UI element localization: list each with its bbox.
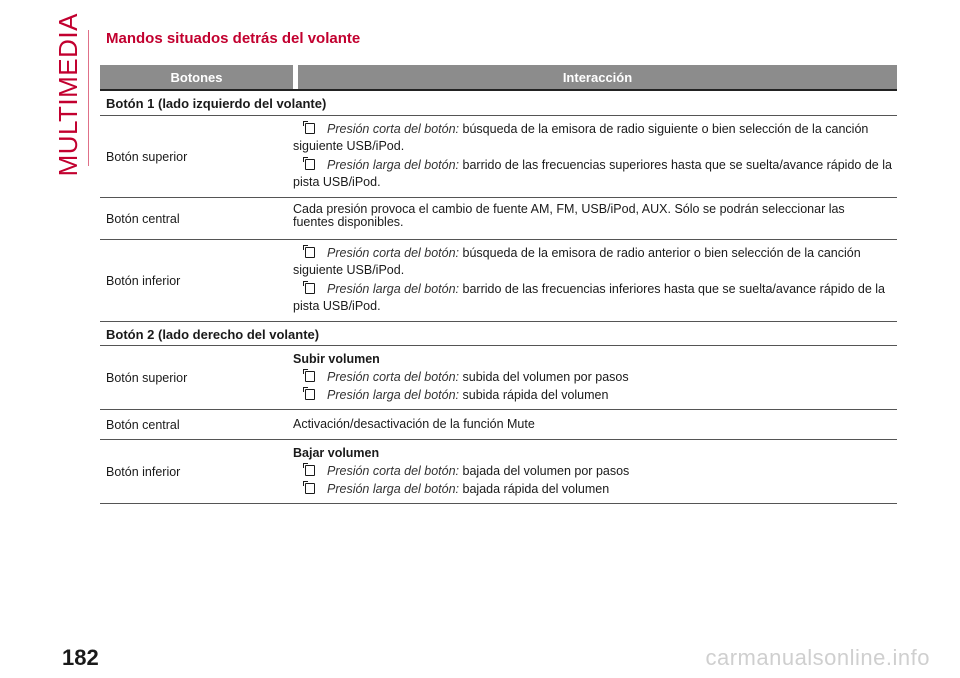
bullet-label: Presión larga del botón: [327, 282, 460, 296]
bullet-text: búsqueda de la emisora de radio anterior o bien selección de la canción [462, 246, 861, 260]
row-content [293, 440, 897, 503]
group-heading: Botón 1 (lado izquierdo del volante) [100, 89, 897, 115]
header-interaccion: Interacción [298, 65, 897, 89]
bullet-text: subida del volumen por pasos [462, 370, 629, 384]
bullet-text-cont: pista USB/iPod. [293, 299, 381, 313]
checkbox-bullet-icon [305, 465, 315, 476]
row-label: Botón superior [106, 370, 188, 385]
header-botones: Botones [100, 65, 293, 89]
checkbox-bullet-icon [305, 371, 315, 382]
section-tab [50, 13, 86, 177]
page-number: 182 [62, 645, 99, 670]
table-row [100, 115, 897, 197]
row-heading: Subir volumen [293, 352, 380, 366]
row-content: Cada presión provoca el cambio de fuente AM, FM, USB/iPod, AUX. Sólo se podrán seleccionar las fuentes disponibles. [293, 202, 845, 229]
row-content: Activación/desactivación de la función Mute [293, 417, 535, 431]
watermark: carmanualsonline.info [705, 645, 930, 670]
checkbox-bullet-icon [305, 247, 315, 258]
bullet-text: subida rápida del volumen [462, 388, 609, 402]
bullet-label: Presión corta del botón: [327, 370, 460, 384]
row-label: Botón inferior [106, 273, 181, 288]
bullet-label: Presión larga del botón: [327, 482, 460, 496]
table-end-rule [100, 503, 897, 504]
bullet-label: Presión larga del botón: [327, 388, 460, 402]
bullet-text: barrido de las frecuencias inferiores hasta que se suelta/avance rápido de la [462, 282, 885, 296]
group-heading: Botón 2 (lado derecho del volante) [100, 321, 897, 346]
bullet-label: Presión corta del botón: [327, 464, 460, 478]
section-tab-label: MULTIMEDIA [52, 13, 83, 177]
bullet-text-cont: pista USB/iPod. [293, 175, 381, 189]
checkbox-bullet-icon [305, 283, 315, 294]
row-label: Botón central [106, 211, 180, 226]
row-content [293, 116, 897, 197]
bullet-label: Presión larga del botón: [327, 158, 460, 172]
checkbox-bullet-icon [305, 483, 315, 494]
checkbox-bullet-icon [305, 123, 315, 134]
row-heading: Bajar volumen [293, 446, 380, 460]
row-label: Botón superior [106, 149, 188, 164]
row-label: Botón central [106, 417, 180, 432]
table-row [100, 197, 897, 239]
row-content [293, 240, 897, 321]
table-row [100, 439, 897, 503]
bullet-label: Presión corta del botón: [327, 122, 460, 136]
controls-table [100, 65, 897, 504]
checkbox-bullet-icon [305, 389, 315, 400]
section-divider [88, 30, 89, 166]
bullet-text: búsqueda de la emisora de radio siguiente o bien selección de la canción [462, 122, 869, 136]
table-header [100, 65, 897, 89]
row-content [293, 346, 897, 409]
table-row [100, 346, 897, 409]
bullet-text-cont: siguiente USB/iPod. [293, 263, 405, 277]
bullet-text-cont: siguiente USB/iPod. [293, 139, 405, 153]
table-row [100, 409, 897, 439]
bullet-label: Presión corta del botón: [327, 246, 460, 260]
table-row [100, 239, 897, 321]
checkbox-bullet-icon [305, 159, 315, 170]
bullet-text: bajada rápida del volumen [462, 482, 610, 496]
bullet-text: bajada del volumen por pasos [462, 464, 630, 478]
page-title: Mandos situados detrás del volante [106, 30, 361, 47]
bullet-text: barrido de las frecuencias superiores hasta que se suelta/avance rápido de la [462, 158, 892, 172]
row-label: Botón inferior [106, 464, 181, 479]
